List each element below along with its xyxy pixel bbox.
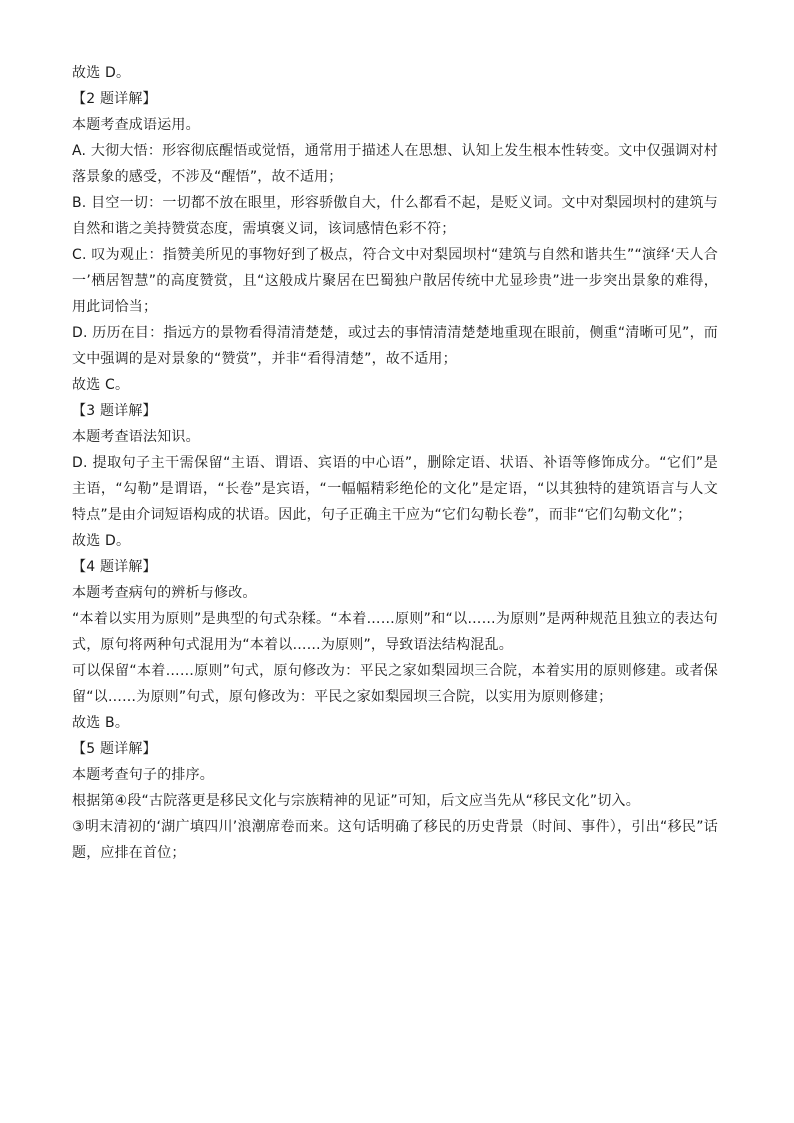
heading-q2: 【2 题详解】 bbox=[72, 91, 157, 107]
heading-q5: 【5 题详解】 bbox=[72, 741, 157, 757]
q2-intro: 本题考查成语运用。 bbox=[72, 117, 200, 133]
q4-revision: 可以保留“本着……原则”句式，原句修改为：平民之家如梨园坝三合院，本着实用的原则修建。或者保留“以……为原则”句式，原句修改为：平民之家如梨园坝三合院，以实用为原则修建； bbox=[72, 663, 718, 705]
q5-basis: 根据第④段“古院落更是移民文化与宗族精神的见证”可知，后文应当先从“移民文化”切入。 bbox=[72, 793, 640, 809]
line-choose-d-2: 故选 D。 bbox=[72, 533, 131, 549]
q3-intro: 本题考查语法知识。 bbox=[72, 429, 200, 445]
q2-option-b: B. 目空一切：一切都不放在眼里，形容骄傲自大，什么都看不起，是贬义词。文中对梨园坝村的建筑与自然和谐之美持赞赏态度，需填褒义词，该词感情色彩不符； bbox=[72, 195, 718, 237]
heading-q4: 【4 题详解】 bbox=[72, 559, 157, 575]
q4-analysis: “本着以实用为原则”是典型的句式杂糅。“本着……原则”和“以……为原则”是两种规范且独立的表达句式，原句将两种句式混用为“本着以……为原则”，导致语法结构混乱。 bbox=[72, 611, 718, 653]
heading-q3: 【3 题详解】 bbox=[72, 403, 157, 419]
line-choose-c: 故选 C。 bbox=[72, 377, 130, 393]
q5-intro: 本题考查句子的排序。 bbox=[72, 767, 214, 783]
q2-option-c: C. 叹为观止：指赞美所见的事物好到了极点，符合文中对梨园坝村“建筑与自然和谐共生”“演绎‘天人合一’栖居智慧”的高度赞赏，且“这般成片聚居在巴蜀独户散居传统中尤显珍贵”进一步突出景象的难得，用此词恰当； bbox=[72, 247, 718, 315]
line-choose-b: 故选 B。 bbox=[72, 715, 130, 731]
q2-option-d: D. 历历在目：指远方的景物看得清清楚楚，或过去的事情清清楚楚地重现在眼前，侧重“清晰可见”，而文中强调的是对景象的“赞赏”，并非“看得清楚”，故不适用； bbox=[72, 325, 718, 367]
q2-option-a: A. 大彻大悟：形容彻底醒悟或觉悟，通常用于描述人在思想、认知上发生根本性转变。文中仅强调对村落景象的感受，不涉及“醒悟”，故不适用； bbox=[72, 143, 718, 185]
q3-option-d: D. 提取句子主干需保留“主语、谓语、宾语的中心语”，删除定语、状语、补语等修饰成分。“它们”是主语，“勾勒”是谓语，“长卷”是宾语，“一幅幅精彩绝伦的文化”是定语，“以其独特的建筑语言与人文特点”是由介词短语构成的状语。因此，句子正确主干应为“它们勾勒长卷”，而非“它们勾勒文化”； bbox=[72, 455, 718, 523]
q5-sentence-3: ③明末清初的‘湖广填四川’浪潮席卷而来。这句话明确了移民的历史背景（时间、事件），引出“移民”话题，应排在首位； bbox=[72, 819, 718, 861]
q4-intro: 本题考查病句的辨析与修改。 bbox=[72, 585, 257, 601]
line-choose-d-1: 故选 D。 bbox=[72, 65, 131, 81]
